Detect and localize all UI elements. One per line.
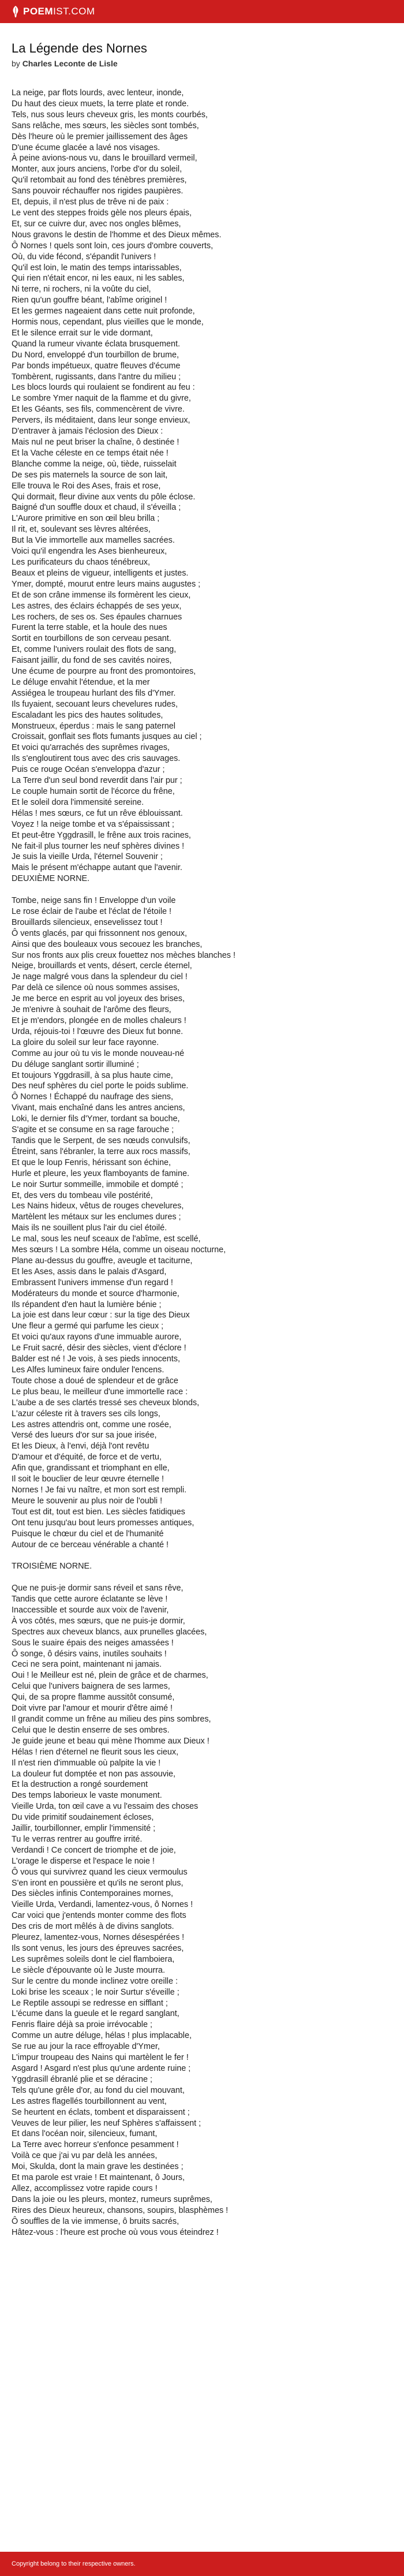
- site-footer: [0, 2552, 404, 2576]
- poem-line: Oui ! le Meilleur est né, plein de grâce et de charmes,: [12, 1671, 208, 1681]
- poem-line: Mais le présent m'échappe autant que l'avenir.: [12, 863, 182, 873]
- poem-line: L'impur troupeau des Nains qui martèlent le fer !: [12, 2053, 189, 2063]
- poem-line: Inaccessible et sourde aux voix de l'avenir,: [12, 1605, 169, 1615]
- poem-line: Sur le centre du monde inclinez votre oreille :: [12, 1976, 178, 1986]
- poem-line: D'une écume glacée a lavé nos visages.: [12, 143, 160, 152]
- poem-line: Afin que, grandissant et triomphant en elle,: [12, 1464, 170, 1473]
- poem-line: Monstrueux, éperdus : mais le sang paternel: [12, 721, 175, 731]
- poem-line: Se heurtent en éclats, tombent et disparaissent ;: [12, 2107, 190, 2117]
- poem-line: Pervers, ils méditaient, dans leur songe envieux,: [12, 416, 190, 425]
- poem-line: Jaillir, tourbillonner, emplir l'immensité ;: [12, 1824, 156, 1834]
- poem-line: Elle trouva le Roi des Ases, frais et rose,: [12, 481, 161, 491]
- poem-line: Allez, accomplissez votre rapide cours !: [12, 2183, 158, 2193]
- poem-line: Et, des vers du tombeau vile postérité,: [12, 1190, 153, 1200]
- poem-line: Mais ils ne souillent plus l'air du ciel étoilé.: [12, 1223, 167, 1233]
- poem-line: Faisant jaillir, du fond de ses cavités noires,: [12, 656, 172, 666]
- poem-line: [12, 1550, 392, 1561]
- logo-bold: POEM: [23, 6, 54, 17]
- poem-line: TROISIÈME NORNE.: [12, 1562, 92, 1571]
- poem-line: Voici qu'il engendra les Ases bienheureux,: [12, 547, 167, 557]
- poem-line: Les purificateurs du chaos ténébreux,: [12, 557, 150, 567]
- byline-prefix: by: [12, 59, 23, 68]
- poem-line: Loki, le dernier fils d'Ymer, tordant sa bouche,: [12, 1114, 180, 1124]
- poem-line: Hâtez-vous : l'heure est proche où vous vous éteindrez !: [12, 2227, 219, 2237]
- poem-line: Versé des lueurs d'or sur sa joue irisée,: [12, 1431, 157, 1440]
- poem-line: Et voici qu'arrachés des suprêmes rivages,: [12, 743, 170, 753]
- poem-line: Et je m'endors, plongée en de molles chaleurs !: [12, 1016, 186, 1026]
- author-name[interactable]: Charles Leconte de Lisle: [22, 59, 118, 68]
- poem-line: Et, depuis, il n'est plus de trêve ni de paix :: [12, 197, 169, 207]
- poem-line: Autour de ce berceau vénérable a chanté !: [12, 1540, 169, 1550]
- poem-line: Je me berce en esprit au vol joyeux des brises,: [12, 994, 185, 1004]
- poem-line: Ô Nornes ! quels sont loin, ces jours d'ombre couverts,: [12, 241, 214, 251]
- poem-line: Tels, nus sous leurs cheveux gris, les monts courbés,: [12, 110, 208, 120]
- poem-line: Je m'enivre à souhait de l'arôme des fleurs,: [12, 1005, 171, 1015]
- poem-line: Martèlent les métaux sur les enclumes dures ;: [12, 1212, 181, 1222]
- poem-line: Des neuf sphères du ciel porte le poids sublime.: [12, 1081, 189, 1091]
- poem-line: À peine avions-nous vu, dans le brouillard vermeil,: [12, 154, 197, 163]
- poem-line: Les suprêmes soleils dont le ciel flamboiera,: [12, 1954, 175, 1964]
- poem-line: La joie est dans leur cœur : sur la tige des Dieux: [12, 1311, 190, 1320]
- poem-line: Et le soleil dora l'immensité sereine.: [12, 797, 144, 807]
- poem-line: L'azur céleste rit à travers ses cils longs,: [12, 1409, 160, 1418]
- poem-line: Ils s'engloutirent tous avec des cris sauvages.: [12, 754, 181, 764]
- poem-line: Hormis nous, cependant, plus vieilles que le monde,: [12, 318, 204, 327]
- poem-line: De ses pis maternels la source de son lait,: [12, 470, 168, 480]
- poem-line: Qui rien n'était encor, ni les eaux, ni les sables,: [12, 274, 185, 283]
- poem-line: Yggdrasill ébranlé plie et se déracine ;: [12, 2074, 152, 2084]
- poem-line: Nornes ! Je fai vu naître, et mon sort est rempli.: [12, 1485, 187, 1495]
- quill-icon: [12, 6, 20, 17]
- poem-line: Et, comme l'univers roulait des flots de sang,: [12, 645, 177, 655]
- poem-title: La Légende des Nornes: [12, 41, 147, 55]
- poem-line: Tels qu'une grêle d'or, au fond du ciel mouvant,: [12, 2085, 185, 2095]
- poem-line: Modérateurs du monde et source d'harmonie,: [12, 1289, 179, 1298]
- poem-line: Du vide primitif soudainement écloses,: [12, 1813, 154, 1823]
- poem-line: Et ma parole est vraie ! Et maintenant, ô Jours,: [12, 2173, 185, 2183]
- poem-line: Escaladant les pics des hautes solitudes,: [12, 710, 163, 720]
- poem-line: But la Vie immortelle aux mamelles sacrées.: [12, 536, 175, 546]
- poem-line: Doit vivre par l'amour et mourir d'être aimé !: [12, 1704, 173, 1713]
- poem-line: Balder est né ! Je vois, à ses pieds innocents,: [12, 1354, 180, 1364]
- poem-line: DEUXIÈME NORNE.: [12, 874, 90, 884]
- poem-line: Tombèrent, rugissants, dans l'antre du milieu ;: [12, 372, 181, 382]
- poem-line: Vieille Urda, Verdandi, lamentez-vous, ô Nornes !: [12, 1900, 193, 1910]
- poem-line: Asgard ! Asgard n'est plus qu'une ardente ruine ;: [12, 2063, 191, 2073]
- poem-line: Ô songe, ô désirs vains, inutiles souhaits !: [12, 1649, 167, 1659]
- poem-line: Ô vous qui survivrez quand les cieux vermoulus: [12, 1867, 188, 1877]
- poem-line: Le couple humain sortit de l'écorce du frêne,: [12, 787, 175, 796]
- poem-line: Embrassent l'univers immense d'un regard !: [12, 1278, 173, 1287]
- poem-line: Des temps laborieux le vaste monument.: [12, 1791, 162, 1801]
- poem-line: Une écume de pourpre au front des promontoires,: [12, 667, 196, 677]
- poem-line: [12, 884, 392, 895]
- logo-wordmark: [23, 6, 95, 17]
- poem-line: Blanche comme la neige, où, tiède, ruisselait: [12, 459, 177, 469]
- poem-line: Sans pouvoir réchauffer nos rigides paupières.: [12, 186, 184, 196]
- poem-line: Monter, aux jours anciens, l'orbe d'or du soleil,: [12, 165, 182, 174]
- poem-line: Dès l'heure où le premier jaillissement des âges: [12, 132, 188, 141]
- poem-line: Assiégea le troupeau hurlant des fils d'Ymer.: [12, 688, 176, 698]
- poem-line: L'Aurore primitive en son œil bleu brilla ;: [12, 514, 160, 524]
- poem-line: Le Fruit sacré, désir des siècles, vient d'éclore !: [12, 1343, 186, 1353]
- poem-line: Mais nul ne peut briser la chaîne, ô destinée !: [12, 438, 179, 447]
- poem-line: La douleur fut domptée et non pas assouvie,: [12, 1769, 176, 1779]
- poem-line: Ils répandent d'en haut la lumière bénie ;: [12, 1300, 162, 1309]
- poem-line: Comme un autre déluge, hélas ! plus implacable,: [12, 2031, 192, 2041]
- poem-line: La gloire du soleil sur leur face rayonne.: [12, 1037, 159, 1047]
- poem-line: Il soit le bouclier de leur œuvre éternelle !: [12, 1474, 164, 1484]
- poem-line: Et de son crâne immense ils formèrent les cieux,: [12, 590, 191, 600]
- poem-line: Et les Dieux, à l'envi, déjà l'ont revêtu: [12, 1442, 149, 1451]
- poem-line: À vos côtés, mes sœurs, que ne puis-je dormir,: [12, 1616, 185, 1626]
- poem-line: Neige, brouillards et vents, désert, cercle éternel,: [12, 961, 192, 971]
- poem-line: Dans la joie ou les pleurs, montez, rumeurs suprêmes,: [12, 2194, 212, 2204]
- poem-line: Tandis que cette aurore éclatante se lève !: [12, 1595, 168, 1604]
- poem-line: Celui que le destin enserre de ses ombres.: [12, 1725, 170, 1735]
- poem-line: Tu le verras rentrer au gouffre irrité.: [12, 1834, 143, 1844]
- poem-line: Sortit en tourbillons de son cerveau pesant.: [12, 634, 171, 644]
- poem-line: Et le silence errait sur le vide dormant,: [12, 328, 153, 338]
- poem-line: Le Reptile assoupi se redresse en sifflant ;: [12, 1998, 168, 2008]
- poem-line: Sous le suaire épais des neiges amassées !: [12, 1638, 174, 1648]
- poem-line: Je nage malgré vous dans la splendeur du ciel !: [12, 972, 188, 982]
- poem-body: [12, 88, 392, 2238]
- poem-line: Beaux et pleins de vigueur, intelligents et justes.: [12, 568, 189, 578]
- poem-line: Se rue au jour la race effroyable d'Ymer,: [12, 2042, 160, 2052]
- poem-line: Hélas ! rien d'éternel ne fleurit sous les cieux,: [12, 1747, 179, 1757]
- poem-line: Comme au jour où tu vis le monde nouveau-né: [12, 1048, 185, 1058]
- poem-line: La Terre avec horreur s'enfonce pesamment !: [12, 2140, 179, 2150]
- poem-line: Voilà ce que j'ai vu par delà les années,: [12, 2151, 158, 2161]
- poem-line: Tout est dit, tout est bien. Les siècles fatidiques: [12, 1507, 185, 1517]
- poem-line: Nous gravons le destin de l'homme et des Dieux mêmes.: [12, 230, 222, 240]
- poem-line: Quand la rumeur vivante éclata brusquement.: [12, 339, 180, 349]
- copyright-text: Copyright belong to their respective owners.: [12, 2560, 136, 2567]
- poem-line: Les rochers, de ses os. Ses épaules charnues: [12, 612, 182, 622]
- poem-line: Puisque le chœur du ciel et de l'humanité: [12, 1529, 164, 1539]
- poem-line: Et la Vache céleste en ce temps était née !: [12, 448, 169, 458]
- poem-line: S'agite et se consume en sa rage farouche ;: [12, 1125, 174, 1135]
- logo-light: IST.COM: [53, 6, 95, 17]
- poem-container: [0, 23, 404, 2552]
- poem-line: Le siècle d'épouvante où le Juste mourra.: [12, 1965, 165, 1975]
- poem-line: Et la destruction a rongé sourdement: [12, 1780, 148, 1790]
- poem-line: Celui que l'univers baignera de ses larmes,: [12, 1682, 170, 1692]
- poem-line: Il rit, et, soulevant ses lèvres altérées,: [12, 525, 151, 535]
- poem-line: Hurle et pleure, les yeux flamboyants de famine.: [12, 1168, 189, 1178]
- poem-line: Par delà ce silence où nous sommes assises,: [12, 983, 180, 993]
- poem-line: Une fleur a germé qui parfume les cieux ;: [12, 1321, 164, 1331]
- poem-line: Des siècles infinis Contemporaines mornes,: [12, 1889, 173, 1899]
- poem-line: Croissait, gonflait ses flots fumants jusques au ciel ;: [12, 732, 202, 742]
- poem-line: La neige, par flots lourds, avec lenteur, inonde,: [12, 88, 184, 98]
- poem-line: Sans relâche, mes sœurs, les siècles sont tombés,: [12, 121, 199, 130]
- poem-line: Et dans l'océan noir, silencieux, fumant,: [12, 2129, 158, 2139]
- poem-line: Rien qu'un gouffre béant, l'abîme originel !: [12, 296, 167, 305]
- poem-line: Du haut des cieux muets, la terre plate et ronde.: [12, 99, 189, 109]
- poem-line: Le sombre Ymer naquit de la flamme et du givre,: [12, 394, 191, 404]
- poem-line: Les Alfes lumineux faire onduler l'encens.: [12, 1365, 164, 1375]
- site-header: [0, 0, 404, 23]
- poem-line: Tombe, neige sans fin ! Enveloppe d'un voile: [12, 896, 176, 906]
- poem-line: Urda, réjouis-toi ! l'œuvre des Dieux fut bonne.: [12, 1026, 184, 1036]
- poem-line: Il grandit comme un frêne au milieu des pins sombres,: [12, 1714, 211, 1724]
- poem-line: Et toujours Yggdrasill, à sa plus haute cime,: [12, 1070, 173, 1080]
- poem-line: Ô Nornes ! Échappé du naufrage des siens,: [12, 1092, 173, 1102]
- poem-line: Ô vents glacés, par qui frissonnent nos genoux,: [12, 928, 187, 938]
- poem-line: Qui, de sa propre flamme aussitôt consumé,: [12, 1693, 175, 1703]
- poem-line: Ont tenu jusqu'au bout leurs promesses antiques,: [12, 1518, 194, 1528]
- poem-line: Le mal, sous les neuf sceaux de l'abîme, est scellé,: [12, 1234, 201, 1244]
- poem-line: Verdandi ! Ce concert de triomphe et de joie,: [12, 1845, 176, 1855]
- poem-line: Fenris flaire déjà sa proie irrévocable ;: [12, 2020, 152, 2030]
- poem-line: S'en iront en poussière et qu'ils ne seront plus,: [12, 1878, 184, 1888]
- poem-line: Loki brise les sceaux ; le noir Surtur s'éveille ;: [12, 1987, 179, 1997]
- poem-line: L'écume dans la gueule et le regard sanglant,: [12, 2009, 179, 2019]
- poem-line: Et les Ases, assis dans le palais d'Asgard,: [12, 1267, 167, 1276]
- poem-line: D'entraver à jamais l'éclosion des Dieux :: [12, 427, 163, 436]
- poem-line: Je suis la vieille Urda, l'éternel Souvenir ;: [12, 852, 163, 862]
- poem-line: Et voici qu'aux rayons d'une immuable aurore,: [12, 1332, 182, 1342]
- poem-line: Le plus beau, le meilleur d'une immortelle race :: [12, 1387, 188, 1397]
- poem-line: Moi, Skulda, dont la main grave les destinées ;: [12, 2162, 184, 2172]
- poem-line: Et les Géants, ses fils, commencèrent de vivre.: [12, 405, 185, 415]
- poem-line: Les astres, des éclairs échappés de ses yeux,: [12, 601, 182, 611]
- byline: [12, 59, 392, 68]
- poem-line: Les astres flagellés tourbillonnent au vent,: [12, 2096, 167, 2106]
- poem-line: L'aube a de ses clartés tressé ses cheveux blonds,: [12, 1398, 200, 1408]
- poem-line: Plane au-dessus du gouffre, aveugle et taciturne,: [12, 1256, 193, 1265]
- poem-line: Du déluge sanglant sortir illuminé ;: [12, 1059, 139, 1069]
- poem-line: Ni terre, ni rochers, ni la voûte du ciel,: [12, 285, 151, 294]
- poem-line: Car voici que j'entends monter comme des flots: [12, 1911, 186, 1921]
- poem-line: Les blocs lourds qui roulaient se fondirent au feu :: [12, 383, 195, 393]
- poem-line: Le noir Surtur sommeille, immobile et dompté ;: [12, 1179, 184, 1189]
- site-logo[interactable]: [12, 6, 95, 17]
- poem-line: Spectres aux cheveux blancs, aux prunelles glacées,: [12, 1627, 207, 1637]
- poem-line: Ymer, dompté, mourut entre leurs mains augustes ;: [12, 579, 201, 589]
- poem-line: Ainsi que des bouleaux vous secouez les branches,: [12, 939, 203, 949]
- poem-line: Le déluge envahit l'étendue, et la mer: [12, 677, 150, 687]
- poem-line: Qu'il est loin, le matin des temps intarissables,: [12, 263, 182, 272]
- poem-line: Mes sœurs ! La sombre Héla, comme un oiseau nocturne,: [12, 1245, 226, 1255]
- poem-line: Que ne puis-je dormir sans réveil et sans rêve,: [12, 1584, 184, 1593]
- poem-line: Vieille Urda, ton œil cave a vu l'essaim des choses: [12, 1802, 199, 1812]
- poem-line: Vivant, mais enchaîné dans les antres anciens,: [12, 1103, 185, 1113]
- poem-line: [12, 1572, 392, 1583]
- poem-line: L'orage le disperse et l'espace le noie !: [12, 1856, 155, 1866]
- poem-line: Le vent des steppes froids gèle nos pleurs épais,: [12, 208, 192, 218]
- poem-line: La Terre d'un seul bond reverdit dans l'air pur ;: [12, 776, 182, 786]
- poem-line: Du Nord, enveloppé d'un tourbillon de brume,: [12, 350, 179, 360]
- poem-line: Et les germes nageaient dans cette nuit profonde,: [12, 307, 195, 316]
- poem-line: Pleurez, lamentez-vous, Nornes désespérées !: [12, 1933, 185, 1943]
- poem-line: Ô souffles de la vie immense, ô bruits sacrés,: [12, 2216, 179, 2226]
- poem-line: Qui dormait, fleur divine aux vents du pôle éclose.: [12, 492, 196, 502]
- poem-line: Étreint, sans l'ébranler, la terre aux rocs massifs,: [12, 1147, 190, 1156]
- poem-line: Furent la terre stable, et la houle des nues: [12, 623, 167, 633]
- poem-line: Où, du vide fécond, s'épandit l'univers !: [12, 252, 156, 262]
- poem-line: D'amour et d'équité, de force et de vertu,: [12, 1453, 162, 1462]
- poem-line: Des cris de mort mêlés à de divins sanglots.: [12, 1922, 174, 1932]
- poem-line: Meure le souvenir au plus noir de l'oubli !: [12, 1496, 163, 1506]
- poem-line: Les astres attendris ont, comme une rosée,: [12, 1420, 171, 1429]
- poem-line: Ne fait-il plus tourner les neuf sphères divines !: [12, 841, 185, 851]
- poem-line: Brouillards silencieux, ensevelissez tout !: [12, 917, 163, 927]
- poem-line: Qu'il retombait au fond des ténèbres premières,: [12, 176, 187, 185]
- poem-line: Les Nains hideux, vêtus de rouges chevelures,: [12, 1201, 184, 1211]
- poem-line: Rires des Dieux heureux, chansons, soupirs, blasphèmes !: [12, 2205, 229, 2215]
- poem-line: Par bonds impétueux, quatre fleuves d'écume: [12, 361, 181, 371]
- poem-line: Le rose éclair de l'aube et l'éclat de l'étoile !: [12, 906, 172, 916]
- poem-line: Veuves de leur pilier, les neuf Sphères s'affaissent ;: [12, 2118, 201, 2128]
- poem-line: Hélas ! mes sœurs, ce fut un rêve éblouissant.: [12, 808, 183, 818]
- poem-line: Puis ce rouge Océan s'enveloppa d'azur ;: [12, 765, 165, 775]
- poem-line: Voyez ! la neige tombe et va s'épaississant ;: [12, 819, 174, 829]
- poem-line: Il n'est rien d'immuable où palpite la vie !: [12, 1758, 161, 1768]
- poem-line: Ils sont venus, les jours des épreuves sacrées,: [12, 1944, 184, 1954]
- poem-line: Tandis que le Serpent, de ses nœuds convulsifs,: [12, 1136, 190, 1145]
- poem-line: Sur nos fronts aux plis creux fouettez nos mèches blanches !: [12, 950, 235, 960]
- poem-line: Et, sur ce cuivre dur, avec nos ongles blêmes,: [12, 219, 181, 229]
- poem-line: Baigné d'un souffle doux et chaud, il s'éveilla ;: [12, 503, 181, 513]
- poem-line: Et que le loup Fenris, hérissant son échine,: [12, 1158, 171, 1167]
- poem-line: Ceci ne sera point, maintenant ni jamais.: [12, 1660, 162, 1670]
- poem-line: Ils fuyaient, secouant leurs chevelures rudes,: [12, 699, 178, 709]
- poem-line: Toute chose a doué de splendeur et de grâce: [12, 1376, 178, 1386]
- poem-line: Et peut-être Yggdrasill, le frêne aux trois racines,: [12, 830, 191, 840]
- poem-line: Je guide jeune et beau qui mène l'homme aux Dieux !: [12, 1736, 210, 1746]
